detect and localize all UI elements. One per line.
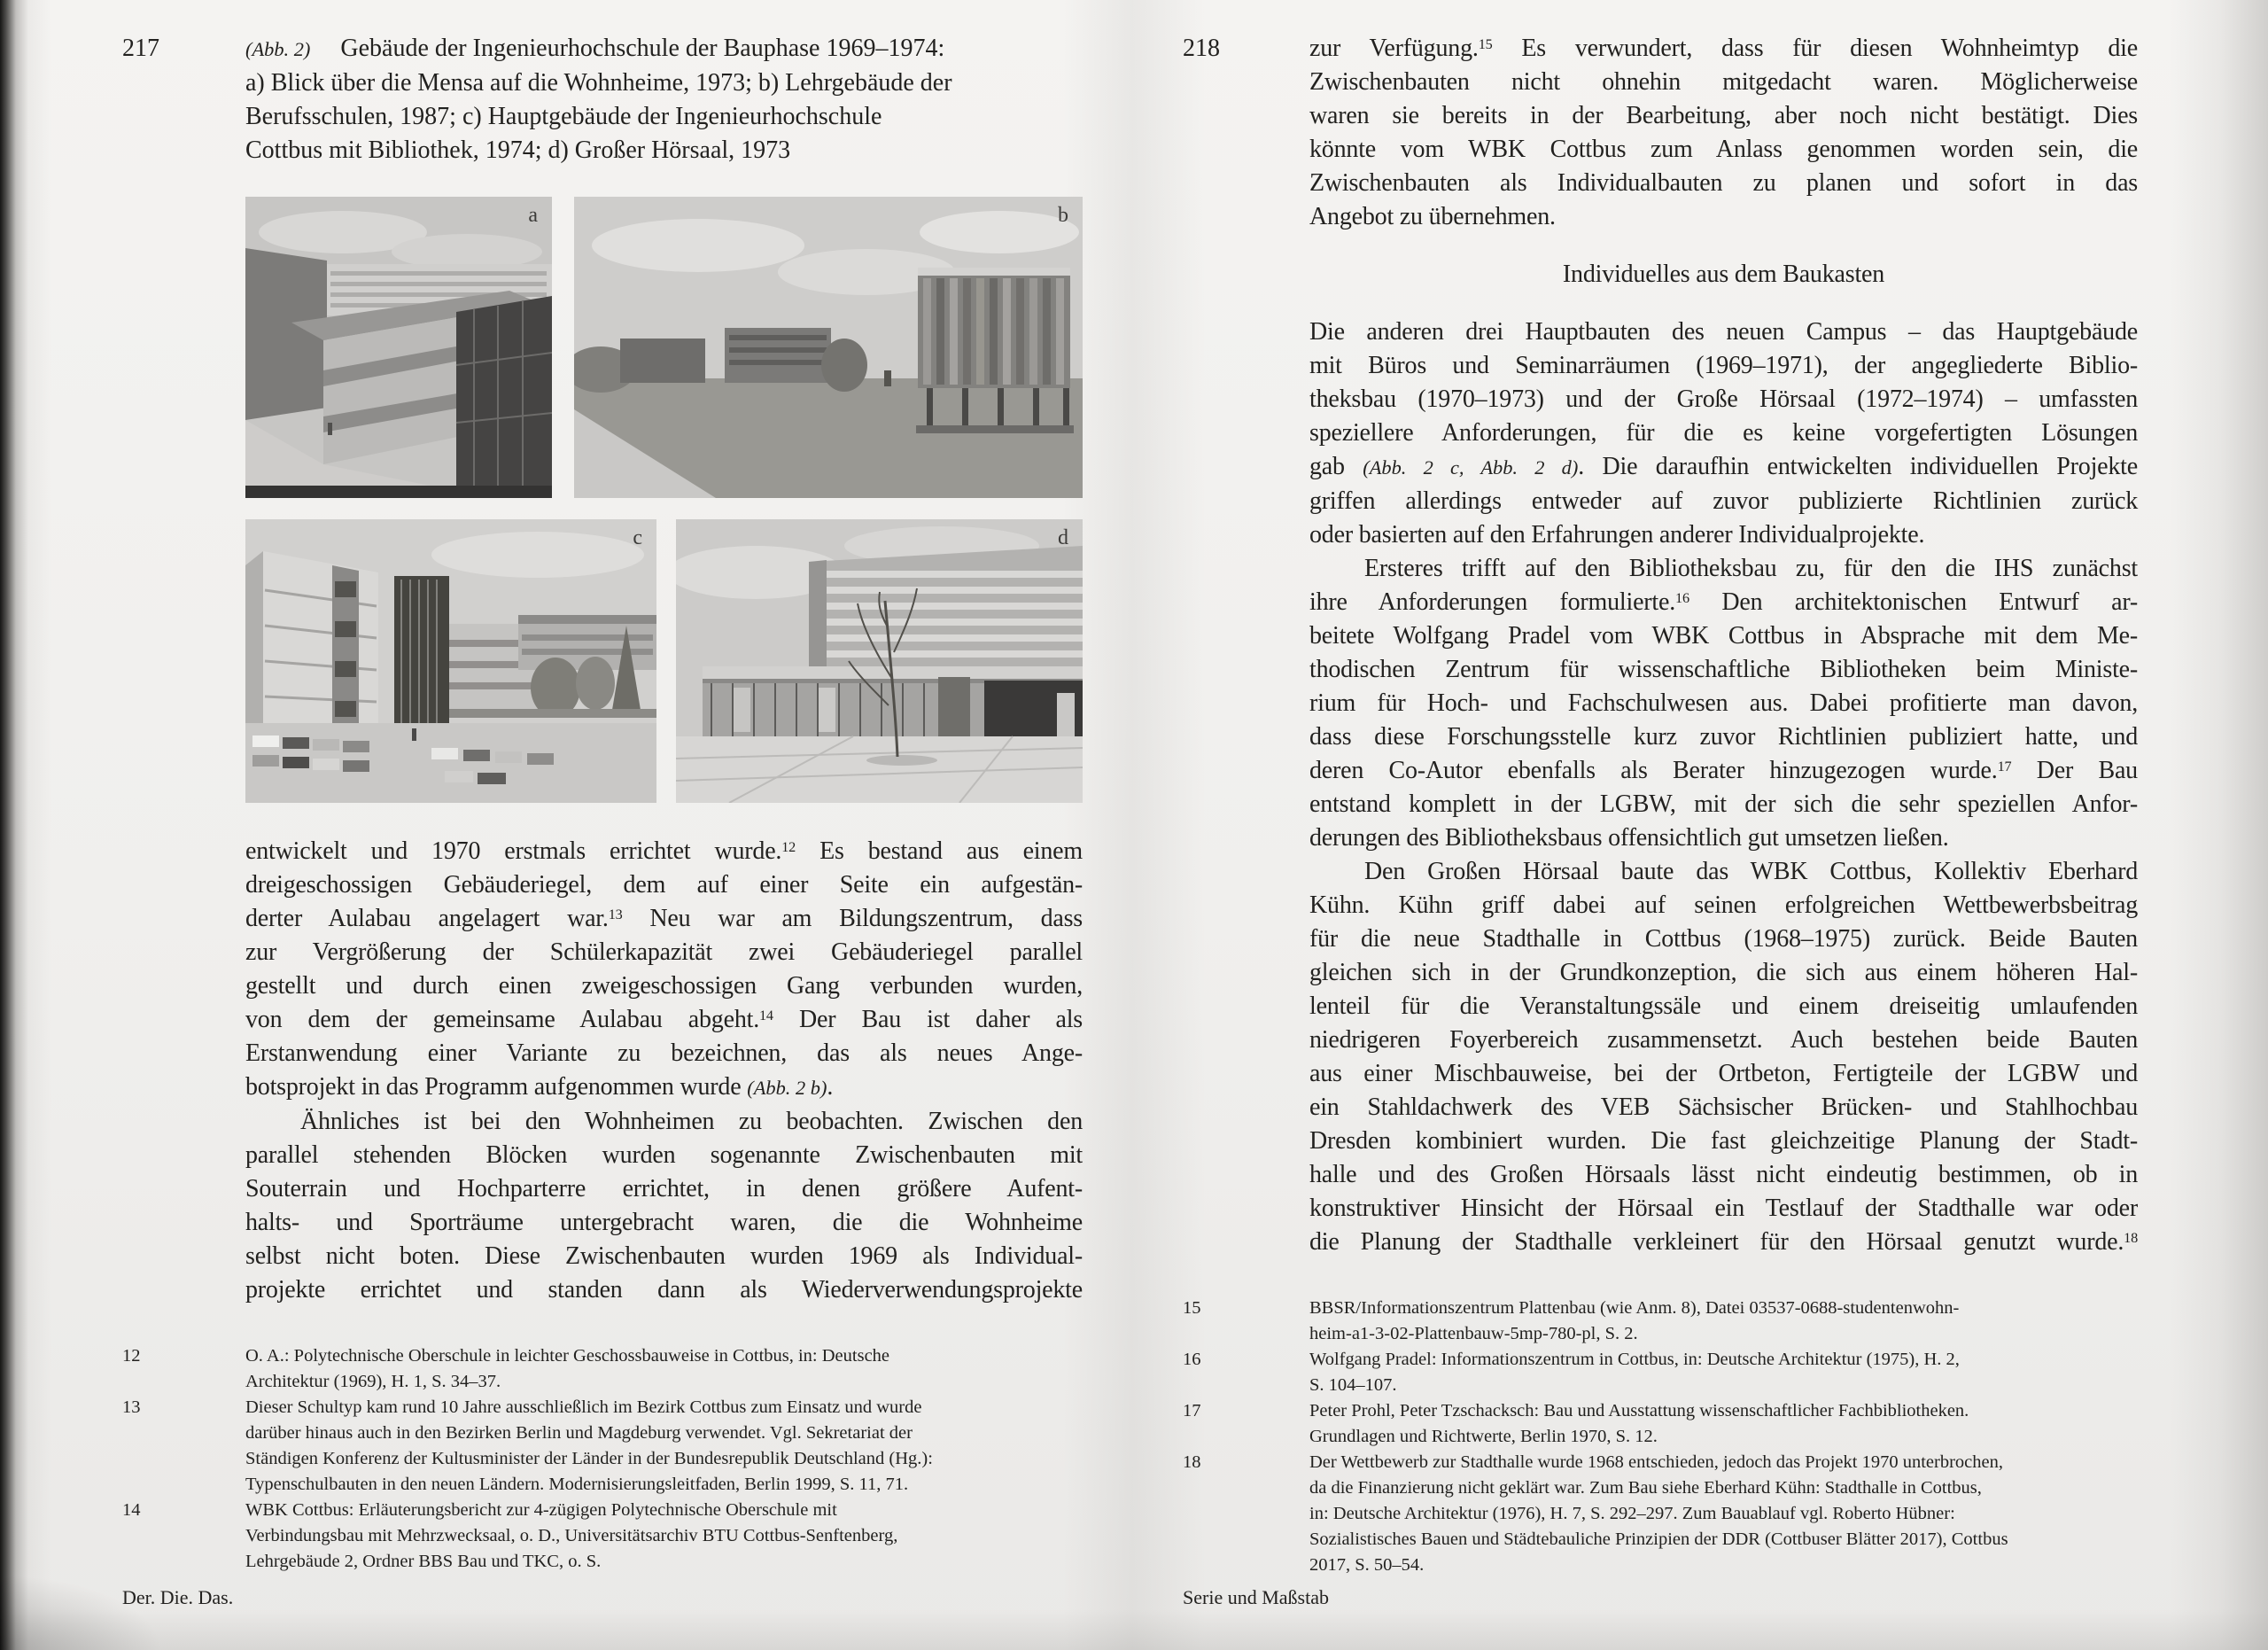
text-line: theksbau (1970–1973) und der Große Hörsaal (1972–1974) – umfassten [1309,385,2138,413]
footnote-number: 17 [1183,1401,1201,1420]
photo-c-illustration [245,519,656,803]
footnote-line: 2017, S. 50–54. [1309,1555,1425,1575]
text-line: selbst nicht boten. Diese Zwischenbauten wurden 1969 als Individual- [245,1242,1083,1270]
footnote-text [1309,1296,2138,1347]
text-line: entstand komplett in der LGBW, mit der sich die sehr speziellen Anfor- [1309,790,2138,818]
figure-label-c: c [633,526,642,549]
text-line: die Planung der Stadthalle verkleinert für den Hörsaal genutzt wurde.$^{18}$ [1309,1228,2138,1256]
text-line: Zwischenbauten als Individualbauten zu planen und sofort in das [1309,169,2138,197]
footnote [1183,1398,2138,1450]
photo-a-illustration [245,197,552,498]
text-line: a) Blick über die Mensa auf die Wohnheime, 1973; b) Lehrgebäude der [245,69,952,97]
text-line: botsprojekt in das Programm aufgenommen wurde (Abb. 2 b). [245,1073,834,1101]
footnote-line: Dieser Schultyp kam rund 10 Jahre ausschließlich im Bezirk Cottbus zum Einsatz und wurde [245,1397,922,1417]
footnote-text [245,1498,1083,1575]
figure-label-d: d [1058,526,1068,549]
right-page-body [1309,32,2138,1259]
left-page-footnotes [122,1343,1083,1575]
text-line: gleichen sich in der Grundkonzeption, die sich aus einem höheren Hal- [1309,959,2138,986]
footnote-line: Typenschulbauten in den neuen Ländern. Modernisierungsleitfaden, Berlin 1999, S. 11, 71. [245,1475,909,1494]
footnote-line: Der Wettbewerb zur Stadthalle wurde 1968 entschieden, jedoch das Projekt 1970 unterbrochen, [1309,1452,2003,1472]
text-line: Dresden kombiniert wurden. Die fast gleichzeitige Planung der Stadt- [1309,1127,2138,1155]
footnote-number: 18 [1183,1452,1201,1472]
text-line: könnte vom WBK Cottbus zum Anlass genommen worden sein, die [1309,136,2138,163]
photo-d-illustration [676,519,1083,803]
text-line: ihre Anforderungen formulierte.$^{16}$ Den architektonischen Entwurf ar- [1309,588,2139,616]
left-page-body [245,835,1083,1307]
footnote-line: BBSR/Informationszentrum Plattenbau (wie Anm. 8), Datei 03537-0688-studentenwohn- [1309,1298,1960,1318]
photo-b-illustration [574,197,1083,498]
text-line: entwickelt und 1970 erstmals errichtet wurde.$^{12}$ Es bestand aus einem [245,837,1083,865]
paragraph [1309,32,2138,234]
footnote-text [1309,1450,2138,1578]
text-line: mit Büros und Seminarräumen (1969–1971), der angegliederte Biblio- [1309,352,2138,379]
footnote-ref: 17 [1997,758,2012,774]
figure-photo-b [574,197,1083,498]
figure-photo-c [245,519,656,803]
paragraph [1309,315,2138,552]
text-line: Ähnliches ist bei den Wohnheimen zu beobachten. Zwischen den [300,1108,1083,1135]
text-line: griffen allerdings entweder auf zuvor publizierte Richtlinien zurück [1309,487,2138,515]
text-line: konstruktiver Hinsicht der Hörsaal ein Testlauf der Stadthalle war oder [1309,1195,2138,1222]
figure-photo-d [676,519,1083,803]
text-line: rium für Hoch- und Fachschulwesen aus. Dabei profitierte man davon, [1309,689,2138,717]
text-line: oder basierten auf den Erfahrungen anderer Individualprojekte. [1309,521,1925,549]
footnote-ref: 16 [1675,589,1689,606]
running-footer-right: Serie und Maßstab [1183,1586,1329,1608]
footnote-number: 16 [1183,1350,1201,1369]
footnote-ref: 14 [759,1007,773,1023]
text-line: derter Aulabau angelagert war.$^{13}$ Neu war am Bildungszentrum, dass [245,905,1083,932]
footnote [1183,1347,2138,1398]
footnote-number: 13 [122,1397,141,1417]
text-line: dreigeschossigen Gebäuderiegel, dem auf einer Seite ein aufgestän- [245,871,1083,899]
section-heading: Individuelles aus dem Baukasten [1562,261,1885,288]
footnote [122,1343,1083,1395]
paragraph [245,32,1083,167]
text-line: lenteil für die Veranstaltungssäle und einem dreiseitig umlaufenden [1309,992,2138,1020]
footnote-ref: 15 [1478,35,1493,52]
text-line: projekte errichtet und standen dann als Wiederverwendungsprojekte [245,1276,1083,1304]
paragraph [245,835,1083,1105]
running-footer-left: Der. Die. Das. [122,1586,234,1608]
figure-caption [245,32,1083,167]
footnote-line: S. 104–107. [1309,1375,1397,1395]
text-line: waren sie bereits in der Bearbeitung, aber noch nicht bestätigt. Dies [1309,102,2138,129]
text-line: ein Stahldachwerk des VEB Sächsischer Brücken- und Stahlhochbau [1309,1094,2138,1121]
footnote [122,1498,1083,1575]
text-line: Die anderen drei Hauptbauten des neuen Campus – das Hauptgebäude [1309,318,2138,346]
footnote-text [1309,1347,2138,1398]
footnote-line: heim-a1-3-02-Plattenbauw-5mp-780-pl, S. 2. [1309,1324,1638,1343]
text-line: von dem der gemeinsame Aulabau abgeht.$^{14}$ Der Bau ist daher als [245,1006,1084,1033]
footnote [1183,1296,2138,1347]
text-line: Berufsschulen, 1987; c) Hauptgebäude der Ingenieurhochschule [245,103,882,130]
footnote-line: Architektur (1969), H. 1, S. 34–37. [245,1372,501,1391]
right-page-main [1309,315,2138,1259]
footnote-text [1309,1398,2138,1450]
footnote-ref: 12 [781,838,796,855]
footnote-line: Verbindungsbau mit Mehrzwecksaal, o. D., Universitätsarchiv BTU Cottbus-Senftenberg, [245,1526,898,1545]
text-line: Cottbus mit Bibliothek, 1974; d) Großer Hörsaal, 1973 [245,136,791,164]
text-line: gab (Abb. 2 c, Abb. 2 d). Die daraufhin entwickelten individuellen Projekte [1309,453,2138,480]
footnote-line: da die Finanzierung nicht geklärt war. Zum Bau siehe Eberhard Kühn: Stadthalle in Cottbus, [1309,1478,1982,1498]
right-page-intro [1309,32,2138,234]
text-line: parallel stehenden Blöcken wurden sogenannte Zwischenbauten mit [245,1141,1083,1169]
text-line: speziellere Anforderungen, für die es keine vorgefertigten Lösungen [1309,419,2138,447]
figure-label-b: b [1058,204,1068,227]
text-line: Kühn. Kühn griff dabei auf seinen erfolgreichen Wettbewerbsbeitrag [1309,891,2138,919]
footnote [1183,1450,2138,1578]
footnote-line: Lehrgebäude 2, Ordner BBS Bau und TKC, o. S. [245,1552,602,1571]
text-line: aus einer Mischbauweise, bei der Ortbeton, Fertigteile der LGBW und [1309,1060,2138,1087]
page-number-right: 218 [1183,35,1220,62]
text-line: Den Großen Hörsaal baute das WBK Cottbus, Kollektiv Eberhard [1364,858,2138,885]
footnote-line: Ständigen Konferenz der Kultusminister der Länder in der Bundesrepublik Deutschland (Hg.): [245,1449,933,1468]
footnote-line: Peter Prohl, Peter Tzschacksch: Bau und Ausstattung wissenschaftlicher Fachbibliotheken. [1309,1401,1969,1420]
footnote-number: 14 [122,1500,141,1520]
figure-reference: (Abb. 2) [245,38,311,60]
footnote-line: Sozialistisches Bauen und Städtebauliche Prinzipien der DDR (Cottbuser Blätter 2017), Cottbus [1309,1529,2008,1549]
footnote-line: O. A.: Polytechnische Oberschule in leichter Geschossbauweise in Cottbus, in: Deutsche [245,1346,890,1366]
footnote-number: 15 [1183,1298,1201,1318]
footnote-line: in: Deutsche Architektur (1976), H. 7, S. 292–297. Zum Bauablauf vgl. Roberto Hübner: [1309,1504,1955,1523]
text-line: deren Co-Autor ebenfalls als Berater hinzugezogen wurde.$^{17}$ Der Bau [1309,757,2138,784]
text-line: zur Vergrößerung der Schülerkapazität zwei Gebäuderiegel parallel [245,938,1083,966]
text-line: dass diese Forschungsstelle kurz zuvor Richtlinien publiziert hatte, und [1309,723,2138,751]
footnote-number: 12 [122,1346,141,1366]
text-line: derungen des Bibliotheksbaus offensichtlich gut umsetzen ließen. [1309,824,1949,852]
text-line: thodischen Zentrum für wissenschaftliche Bibliotheken beim Ministe- [1309,656,2138,683]
paragraph [245,1105,1083,1307]
figure-reference: (Abb. 2 b) [747,1077,827,1099]
footnote-line: Grundlagen und Richtwerte, Berlin 1970, S. 12. [1309,1427,1658,1446]
text-line: Erstanwendung einer Variante zu bezeichnen, das als neues Ange- [245,1039,1083,1067]
paragraph [1309,552,2138,855]
text-line: zur Verfügung.$^{15}$ Es verwundert, dass für diesen Wohnheimtyp die [1309,35,2138,62]
text-line: halts- und Sporträume untergebracht waren, die die Wohnheime [245,1209,1083,1236]
paragraph [1309,855,2138,1259]
text-line: Souterrain und Hochparterre errichtet, in denen größere Aufent- [245,1175,1083,1202]
footnote-line: Wolfgang Pradel: Informationszentrum in Cottbus, in: Deutsche Architektur (1975), H. 2, [1309,1350,1960,1369]
page-right [1134,0,2268,1650]
text-line: für die neue Stadthalle in Cottbus (1968–1975) zurück. Beide Bauten [1309,925,2138,953]
footnote [122,1395,1083,1498]
text-line: niedrigeren Foyerbereich zusammensetzt. Auch bestehen beide Bauten [1309,1026,2138,1054]
text-line: Zwischenbauten nicht ohnehin mitgedacht waren. Möglicherweise [1309,68,2138,96]
text-line: halle und des Großen Hörsaals lässt nicht eindeutig bestimmen, ob in [1309,1161,2138,1188]
figure-label-a: a [528,204,538,227]
text-line: Ersteres trifft auf den Bibliotheksbau zu, für den die IHS zunächst [1364,555,2138,582]
footnote-ref: 18 [2124,1229,2138,1246]
text-line: gestellt und durch einen zweigeschossigen Gang verbunden wurden, [245,972,1083,1000]
text-line: (Abb. 2) Gebäude der Ingenieurhochschule der Bauphase 1969–1974: [245,35,945,62]
right-page-footnotes [1183,1296,2138,1578]
footnote-line: WBK Cottbus: Erläuterungsbericht zur 4-zügigen Polytechnische Oberschule mit [245,1500,837,1520]
text-line: Angebot zu übernehmen. [1309,203,1556,230]
footnote-text [245,1395,1083,1498]
footnote-line: darüber hinaus auch in den Bezirken Berlin und Magdeburg verwendet. Vgl. Sekretariat der [245,1423,913,1443]
figure-reference: (Abb. 2 c, Abb. 2 d) [1363,456,1579,479]
footnote-ref: 13 [608,906,623,922]
footnote-text [245,1343,1083,1395]
figure-photo-a [245,197,552,498]
figure-grid [245,197,1083,803]
page-number-left: 217 [122,35,159,62]
text-line: beitete Wolfgang Pradel vom WBK Cottbus in Absprache mit dem Me- [1309,622,2138,650]
